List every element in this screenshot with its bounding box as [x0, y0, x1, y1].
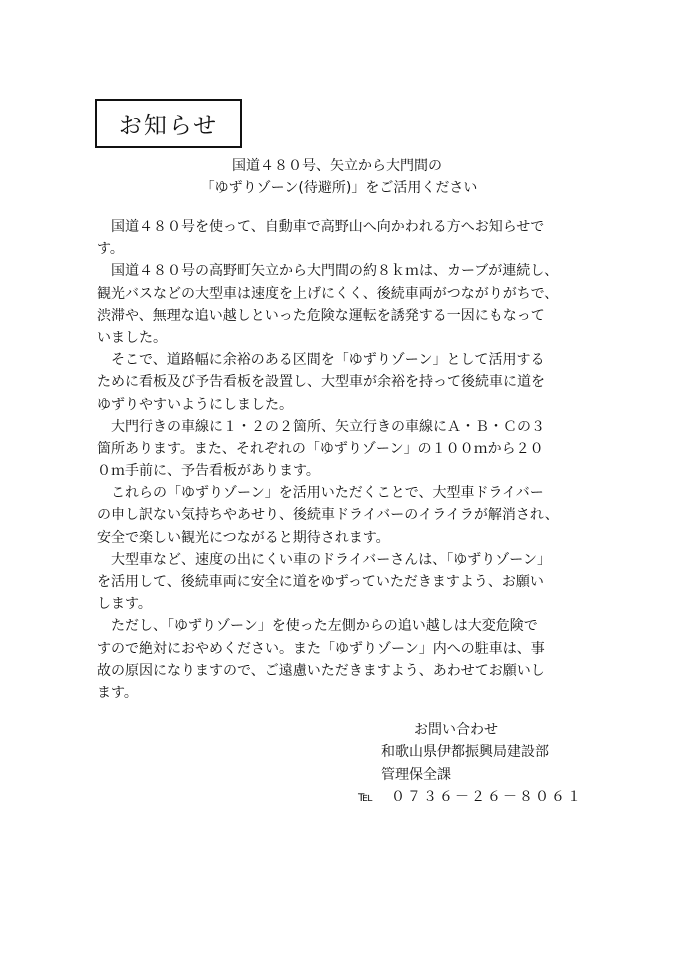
body-line: ために看板及び予告看板を設置し、大型車が余裕を持って後続車に道を: [97, 374, 545, 391]
body-line: 国道４８０号を使って、自動車で高野山へ向かわれる方へお知らせで: [97, 219, 545, 235]
body-line: を活用して、後続車両に安全に道をゆずっていただきますよう、お願い: [97, 574, 544, 590]
body-line: します。: [97, 596, 152, 613]
body-line: 故の原因になりますので、ご遠慮いただきますよう、あわせてお願いし: [97, 662, 545, 679]
body-line: そこで、道路幅に余裕のある区間を「ゆずりゾーン」として活用する: [97, 352, 545, 369]
contact-tel: ℡ ０７３６－２６－８０６１: [358, 789, 584, 805]
body-line: の申し訳ない気持ちやあせり、後続車ドライバーのイライラが解消され、: [97, 507, 559, 524]
title-line-1: 国道４８０号、矢立から大門間の: [232, 158, 442, 174]
body-line: 安全で楽しい観光につながると期待されます。: [97, 529, 390, 546]
title-line-2: 「ゆずりゾーン(待避所)」をご活用ください: [200, 180, 478, 196]
body-line: 箇所あります。また、それぞれの「ゆずりゾーン」の１００ｍから２０: [97, 440, 544, 457]
body-line: 国道４８０号の高野町矢立から大門間の約８ｋｍは、カーブが連続し、: [97, 263, 559, 280]
body-line: ゆずりやすいようにしました。: [97, 396, 293, 413]
body-text: [97, 216, 587, 704]
contact-office: 和歌山県伊都振興局建設部: [381, 744, 549, 760]
body-line: これらの「ゆずりゾーン」を活用いただくことで、大型車ドライバー: [97, 485, 544, 502]
body-line: 観光バスなどの大型車は速度を上げにくく、後続車両がつながりがちで、: [97, 285, 559, 302]
body-line: 大門行きの車線に１・２の２箇所、矢立行きの車線にＡ・Ｂ・Ｃの３: [97, 418, 545, 435]
body-line: す。: [97, 241, 124, 258]
body-line: ただし、「ゆずりゾーン」を使った左側からの追い越しは大変危険で: [97, 618, 538, 635]
body-line: 渋滞や、無理な追い越しといった危険な運転を誘発する一因にもなって: [97, 307, 545, 324]
body-line: いました。: [97, 329, 167, 346]
body-line: ０ｍ手前に、予告看板があります。: [97, 463, 320, 480]
contact-section: 管理保全課: [381, 767, 451, 783]
notice-label-box: [95, 99, 242, 148]
contact-heading: お問い合わせ: [414, 722, 498, 738]
body-line: ます。: [97, 684, 138, 701]
notice-label: お知らせ: [118, 113, 219, 139]
body-line: すので絶対におやめください。また「ゆずりゾーン」内への駐車は、事: [97, 640, 545, 657]
body-line: 大型車など、速度の出にくい車のドライバーさんは、「ゆずりゾーン」: [97, 551, 552, 568]
